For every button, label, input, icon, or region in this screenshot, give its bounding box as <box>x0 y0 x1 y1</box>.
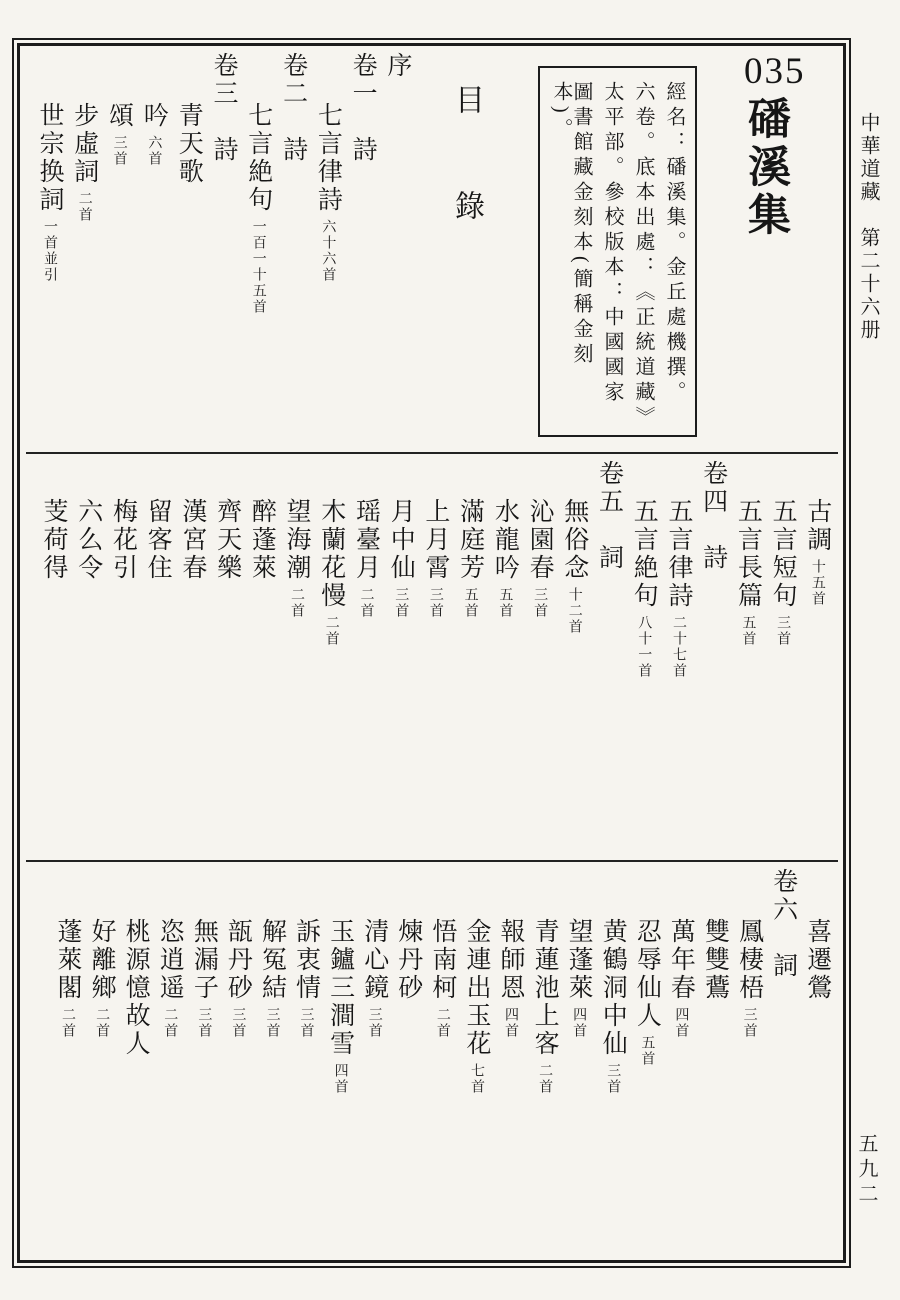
colophon-line: 經名：磻溪集。金丘處機撰。 <box>663 81 685 406</box>
entry-count: 二首 <box>323 615 339 647</box>
entry-count: 四首 <box>571 1007 587 1039</box>
entry-count: 三首 <box>427 587 443 619</box>
entry-count: 二首 <box>358 587 374 619</box>
toc-entry <box>489 460 517 855</box>
entry-title: 滿庭芳 <box>456 498 484 582</box>
entry-count: 二首 <box>60 1007 75 1039</box>
entry-count: 二首 <box>537 1063 553 1095</box>
entry-count: 五首 <box>497 587 513 619</box>
entry-count: 二十七首 <box>670 615 686 679</box>
entry-title: 訴衷情 <box>292 918 320 1002</box>
toc-entry <box>256 868 284 1268</box>
entry-title: 恣逍遥 <box>156 918 184 1002</box>
entry-title: 萬年春 <box>667 918 695 1002</box>
entry-title: 七言絶句 <box>244 102 272 214</box>
entry-count: 二首 <box>76 191 92 223</box>
entry-title: 齊天樂 <box>213 498 241 582</box>
entry-title: 清心鏡 <box>360 918 388 1002</box>
toc-entry <box>427 868 455 1268</box>
toc-entry <box>120 868 148 1268</box>
entry-count: 二首 <box>434 1007 450 1039</box>
toc-entry <box>699 868 727 1268</box>
entry-title: 留客住 <box>144 498 172 582</box>
entry-title: 沁園春 <box>526 498 554 582</box>
toc-entry <box>420 460 448 855</box>
entry-count: 六首 <box>146 135 162 167</box>
entry-title: 瓿丹砂 <box>224 918 252 1002</box>
toc-entry <box>246 460 274 855</box>
entry-title: 水龍吟 <box>491 498 519 582</box>
toc-entry <box>278 52 306 447</box>
entry-title: 無漏子 <box>190 918 218 1002</box>
toc-section-3 <box>52 868 830 1268</box>
entry-title: 望蓬萊 <box>565 918 593 1002</box>
entry-count: 一首並引 <box>42 219 57 283</box>
entry-count: 五首 <box>462 587 478 619</box>
section-divider <box>26 452 838 454</box>
toc-entry <box>38 460 66 855</box>
entry-count: 一百一十五首 <box>250 219 266 315</box>
entry-title: 序 <box>383 52 411 80</box>
entry-title: 六么令 <box>74 498 102 582</box>
entry-count: 四首 <box>503 1007 519 1039</box>
entry-title: 忍辱仙人 <box>633 918 661 1030</box>
entry-title: 卷三 詩 <box>209 52 237 164</box>
toc-entry <box>563 868 591 1268</box>
toc-entry <box>188 868 216 1268</box>
entry-title: 古調 <box>803 498 831 554</box>
toc-entry <box>461 868 489 1268</box>
entry-count: 三首 <box>366 1007 382 1039</box>
entry-count: 六十六首 <box>320 219 336 283</box>
toc-entry <box>154 868 182 1268</box>
entry-title: 木蘭花慢 <box>317 498 345 610</box>
toc-entry <box>698 460 726 855</box>
entry-title: 雙雙鷰 <box>701 918 729 1002</box>
toc-entry <box>69 52 97 447</box>
entry-count: 二首 <box>94 1007 110 1039</box>
colophon-box <box>538 66 697 437</box>
toc-entry <box>316 460 344 855</box>
entry-title: 無俗念 <box>560 498 588 582</box>
entry-count: 五首 <box>740 615 756 647</box>
toc-heading: 目 錄 <box>450 84 483 243</box>
toc-entry <box>173 52 201 447</box>
entry-title: 青天歌 <box>175 102 203 186</box>
entry-title: 步虛詞 <box>70 102 98 186</box>
toc-entry <box>291 868 319 1268</box>
colophon-line: 太平部。參校版本：中國國家 <box>601 81 623 406</box>
toc-entry <box>86 868 114 1268</box>
entry-title: 桃源憶故人 <box>122 918 150 1058</box>
entry-count: 五首 <box>639 1035 655 1067</box>
entry-title: 玉鑪三澗雪 <box>326 918 354 1058</box>
toc-entry <box>142 460 170 855</box>
entry-title: 頌 <box>105 102 133 130</box>
toc-entry <box>208 52 236 447</box>
entry-count: 三首 <box>230 1007 246 1039</box>
entry-title: 五言絶句 <box>630 498 658 610</box>
entry-count: 三首 <box>532 587 548 619</box>
entry-title: 煉丹砂 <box>394 918 422 1002</box>
entry-title: 五言律詩 <box>664 498 692 610</box>
toc-entry <box>767 460 795 855</box>
entry-count: 三首 <box>741 1007 757 1039</box>
toc-section-2 <box>38 460 830 855</box>
toc-entry <box>597 868 625 1268</box>
entry-title: 卷二 詩 <box>279 52 307 164</box>
toc-entry <box>663 460 691 855</box>
entry-title: 青蓮池上客 <box>531 918 559 1058</box>
section-divider <box>26 860 838 862</box>
toc-entry <box>628 460 656 855</box>
entry-count: 三首 <box>298 1007 314 1039</box>
toc-entry <box>734 868 762 1268</box>
entry-title: 解冤結 <box>258 918 286 1002</box>
entry-count: 三首 <box>775 615 791 647</box>
toc-entry <box>347 52 375 447</box>
toc-entry <box>529 868 557 1268</box>
toc-entry <box>325 868 353 1268</box>
entry-title: 卷四 詩 <box>699 460 727 572</box>
entry-count: 三首 <box>605 1063 621 1095</box>
entry-title: 吟 <box>140 102 168 130</box>
entry-title: 世宗换詞 <box>36 102 63 214</box>
entry-count: 三首 <box>264 1007 280 1039</box>
toc-entry <box>732 460 760 855</box>
toc-entry <box>393 868 421 1268</box>
toc-entry <box>350 460 378 855</box>
toc-entry <box>385 460 413 855</box>
toc-entry <box>559 460 587 855</box>
toc-entry <box>73 460 101 855</box>
toc-entry <box>243 52 271 447</box>
toc-entry <box>212 460 240 855</box>
entry-count: 四首 <box>673 1007 689 1039</box>
entry-title: 瑶臺月 <box>352 498 380 582</box>
toc-entry <box>631 868 659 1268</box>
toc-entry <box>107 460 135 855</box>
entry-title: 鳳棲梧 <box>735 918 763 1002</box>
entry-title: 卷六 詞 <box>769 868 797 980</box>
entry-count: 十二首 <box>566 587 582 635</box>
toc-entry <box>177 460 205 855</box>
entry-title: 五言短句 <box>769 498 797 610</box>
entry-count: 二首 <box>289 587 305 619</box>
entry-title: 喜遷鶯 <box>803 918 831 1002</box>
toc-entry <box>802 868 830 1268</box>
entry-count: 三首 <box>393 587 409 619</box>
toc-entry <box>524 460 552 855</box>
entry-count: 四首 <box>332 1063 348 1095</box>
toc-entry <box>138 52 166 447</box>
entry-title: 金連出玉花 <box>462 918 490 1058</box>
catalog-number: 035 <box>744 51 806 92</box>
entry-count: 二首 <box>162 1007 178 1039</box>
entry-title: 上月霄 <box>421 498 449 582</box>
entry-title: 漢宮春 <box>178 498 206 582</box>
entry-title: 芰荷得 <box>40 498 67 582</box>
toc-entry <box>34 52 62 447</box>
toc-entry <box>281 460 309 855</box>
folio-page-number: 五九二 <box>855 1133 877 1208</box>
toc-entry <box>665 868 693 1268</box>
series-title: 中華道藏 第二十六册 <box>857 112 879 342</box>
toc-entry <box>104 52 132 447</box>
colophon-line: 圖書館藏金刻本(簡稱金刻本)。 <box>550 81 592 368</box>
toc-entry <box>312 52 340 447</box>
entry-title: 蓬萊閣 <box>54 918 81 1002</box>
entry-count: 十五首 <box>809 559 825 607</box>
entry-title: 卷五 詞 <box>595 460 623 572</box>
entry-title: 好離鄉 <box>88 918 116 1002</box>
toc-entry <box>768 868 796 1268</box>
entry-count: 三首 <box>111 135 127 167</box>
entry-title: 醉蓬萊 <box>248 498 276 582</box>
colophon-line: 六卷。底本出處：《正統道藏》 <box>632 81 654 431</box>
entry-count: 七首 <box>468 1063 484 1095</box>
toc-section-1 <box>34 52 410 447</box>
entry-title: 黄鶴洞中仙 <box>599 918 627 1058</box>
entry-title: 五言長篇 <box>734 498 762 610</box>
toc-entry <box>802 460 830 855</box>
entry-title: 望海潮 <box>283 498 311 582</box>
toc-entry <box>455 460 483 855</box>
toc-entry <box>382 52 410 447</box>
entry-title: 悟南柯 <box>428 918 456 1002</box>
entry-title: 梅花引 <box>109 498 137 582</box>
entry-count: 八十一首 <box>636 615 652 679</box>
toc-entry <box>222 868 250 1268</box>
toc-entry <box>495 868 523 1268</box>
toc-entry <box>359 868 387 1268</box>
entry-title: 七言律詩 <box>314 102 342 214</box>
entry-title: 卷一 詩 <box>349 52 377 164</box>
toc-entry <box>594 460 622 855</box>
entry-title: 報師恩 <box>497 918 525 1002</box>
book-title: 磻溪集 <box>742 96 789 240</box>
entry-count: 三首 <box>196 1007 212 1039</box>
toc-entry <box>52 868 80 1268</box>
entry-title: 月中仙 <box>387 498 415 582</box>
